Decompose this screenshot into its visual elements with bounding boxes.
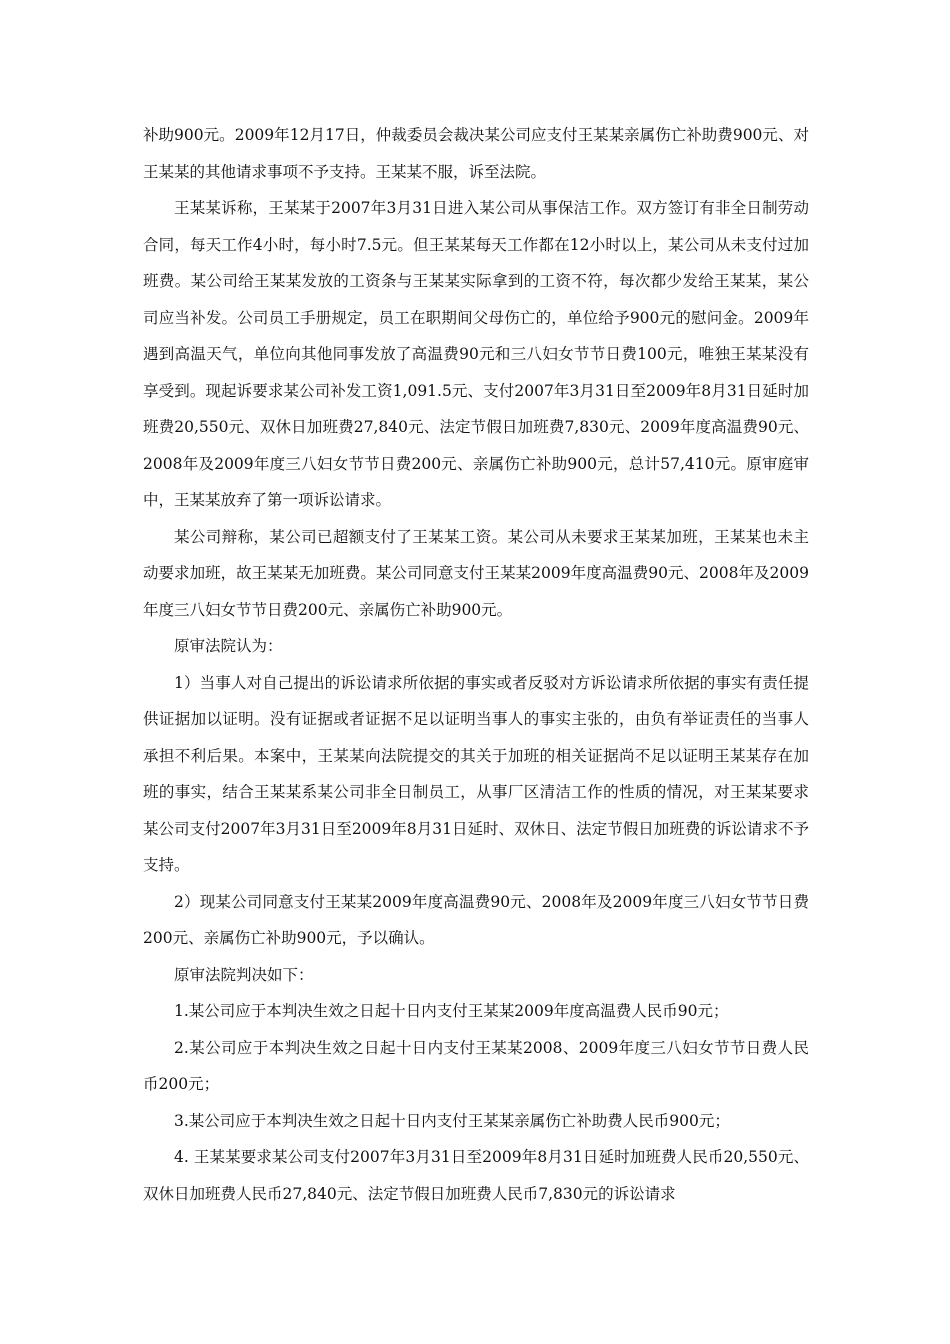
paragraph-judgment-item-1: 1.某公司应于本判决生效之日起十日内支付王某某2009年度高温费人民币90元；	[174, 1002, 729, 1020]
paragraph-opinion-point-2: 2）现某公司同意支付王某某2009年度高温费90元、2008年及2009年度三八妇女节节日费200元、亲属伤亡补助900元，予以确认。	[143, 892, 809, 947]
paragraph-judgment-heading: 原审法院判决如下：	[174, 965, 314, 984]
paragraph-judgment-item-4: 4. 王某某要求某公司支付2007年3月31日至2009年8月31日延时加班费人民币20,550元、双休日加班费人民币27,840元、法定节假日加班费人民币7,830元的诉讼请求	[143, 1148, 809, 1203]
document-body	[143, 117, 809, 1212]
paragraph-court-opinion-heading: 原审法院认为：	[174, 637, 283, 655]
paragraph-opinion-point-1: 1）当事人对自己提出的诉讼请求所依据的事实或者反驳对方诉讼请求所依据的事实有责任提供证据加以证明。没有证据或者证据不足以证明当事人的事实主张的，由负有举证责任的当事人承担不利后果。本案中，王某某向法院提交的其关于加班的相关证据尚不足以证明王某某存在加班的事实，结合王某某系某公司非全日制员工，从事厂区清洁工作的性质的情况，对王某某要求某公司支付2007年3月31日至2009年8月31日延时、双休日、法定节假日加班费的诉讼请求不予支持。	[143, 673, 809, 874]
paragraph-defendant-defense: 某公司辩称，某公司已超额支付了王某某工资。某公司从未要求王某某加班，王某某也未主动要求加班，故王某某无加班费。某公司同意支付王某某2009年度高温费90元、2008年及2009年度三八妇女节节日费200元、亲属伤亡补助900元。	[143, 527, 809, 619]
paragraph-judgment-item-3: 3.某公司应于本判决生效之日起十日内支付王某某亲属伤亡补助费人民币900元；	[174, 1111, 730, 1130]
paragraph-plaintiff-claim: 王某某诉称，王某某于2007年3月31日进入某公司从事保洁工作。双方签订有非全日制劳动合同，每天工作4小时，每小时7.5元。但王某某每天工作都在12小时以上，某公司从未支付过加班费。某公司给王某某发放的工资条与王某某实际拿到的工资不符，每次都少发给王某某，某公司应当补发。公司员工手册规定，员工在职期间父母伤亡的，单位给予900元的慰问金。2009年遇到高温天气，单位向其他同事发放了高温费90元和三八妇女节节日费100元，唯独王某某没有享受到。现起诉要求某公司补发工资1,091.5元、支付2007年3月31日至2009年8月31日延时加班费20,550元、双休日加班费27,840元、法定节假日加班费7,830元、2009年度高温费90元、2008年及2009年度三八妇女节节日费200元、亲属伤亡补助900元，总计57,410元。原审庭审中，王某某放弃了第一项诉讼请求。	[143, 199, 809, 509]
paragraph-judgment-item-2: 2.某公司应于本判决生效之日起十日内支付王某某2008、2009年度三八妇女节节日费人民币200元；	[143, 1038, 809, 1093]
paragraph-arbitration-result: 补助900元。2009年12月17日，仲裁委员会裁决某公司应支付王某某亲属伤亡补助费900元、对王某某的其他请求事项不予支持。王某某不服，诉至法院。	[143, 126, 809, 181]
